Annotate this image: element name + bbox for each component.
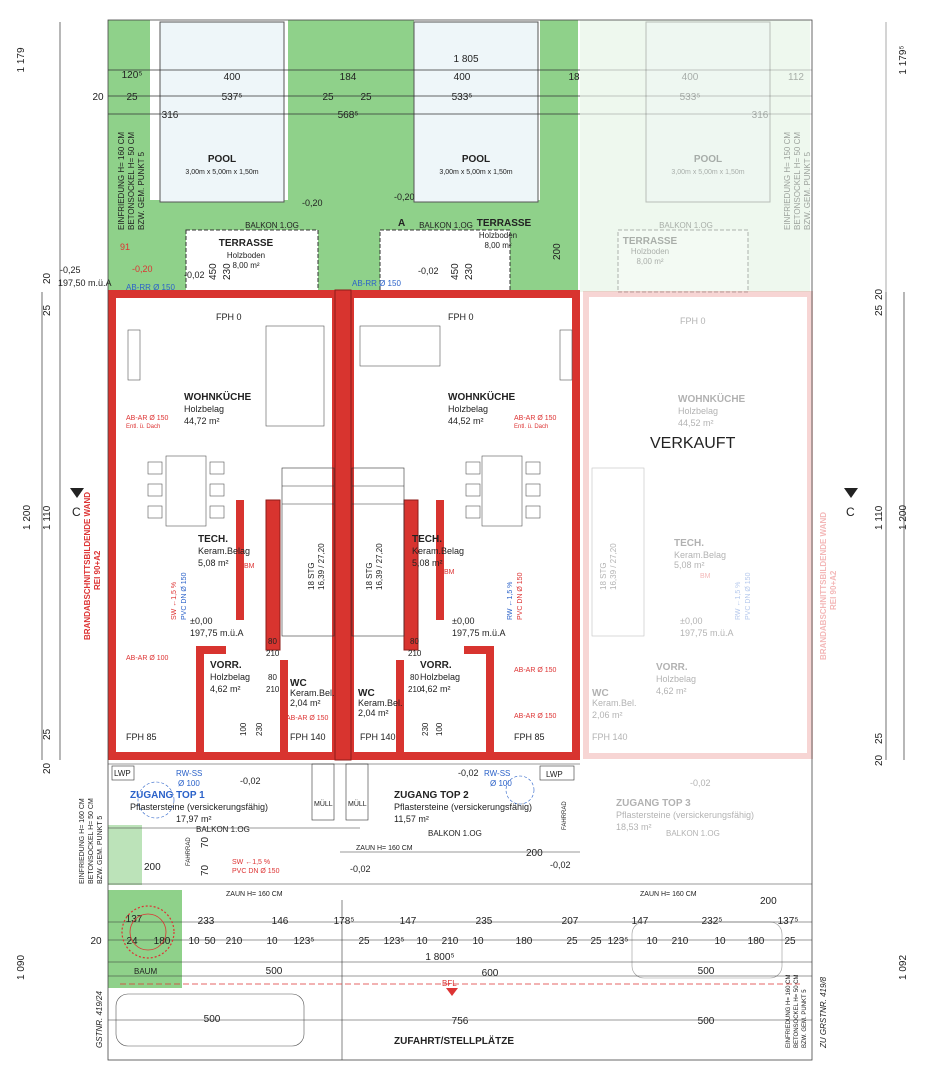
unit-1-wohn: WOHNKÜCHE bbox=[184, 392, 252, 403]
svg-text:Holzbelag: Holzbelag bbox=[678, 406, 719, 416]
unit-1-abar150: AB-AR Ø 150 bbox=[286, 715, 329, 722]
bot-dim-2-14: 25 bbox=[566, 936, 578, 947]
bot-dim-2-16: 123⁵ bbox=[607, 936, 629, 947]
bot-dim-2-11: 210 bbox=[441, 936, 459, 947]
side-dim-left-25: 25 bbox=[42, 304, 53, 316]
entry-dim-200: 200 bbox=[526, 848, 543, 859]
bot-dim-600: 600 bbox=[481, 968, 499, 979]
section-label-left: C bbox=[72, 505, 81, 519]
terrace-3-area: 8,00 m² bbox=[636, 257, 664, 266]
svg-text:80: 80 bbox=[410, 673, 419, 682]
pool-3-size: 3,00m x 5,00m x 1,50m bbox=[671, 169, 745, 176]
terrace-2-balkon: BALKON 1.OG bbox=[419, 221, 473, 230]
dim-left-total: 1 179 bbox=[16, 47, 27, 73]
garden-bottom-mid bbox=[108, 825, 142, 885]
dim-gap1: 184 bbox=[339, 72, 357, 83]
entry-level-2: -0,02 bbox=[458, 768, 479, 778]
dim-row2-25c: 25 bbox=[360, 92, 372, 103]
unit-1-tech: TECH. bbox=[198, 534, 228, 545]
terrace-2-label: TERRASSE bbox=[476, 218, 532, 229]
svg-text:100: 100 bbox=[239, 722, 248, 736]
pool-2-label: POOL bbox=[461, 154, 491, 165]
unit-1-fph0: FPH 0 bbox=[216, 312, 242, 322]
bfl-label: BFL bbox=[442, 979, 457, 988]
unit-1-wc-sub: Keram.Bel. bbox=[290, 688, 335, 698]
fence-note-right-bottom bbox=[786, 974, 808, 1048]
dim-pool-w2: 400 bbox=[453, 72, 471, 83]
bot-dim-1-3: 147 bbox=[399, 916, 417, 927]
level-m025: -0,25 bbox=[60, 265, 81, 275]
muell-2: MÜLL bbox=[348, 801, 367, 808]
zugang-1-area: 17,97 m² bbox=[176, 814, 212, 824]
stair-1-steps: 18 STG bbox=[307, 562, 316, 590]
unit-2-bm: BM bbox=[444, 569, 455, 576]
rw-ss-2: RW-SS bbox=[484, 769, 511, 778]
zugang-3-sub: Pflastersteine (versickerungsfähig) bbox=[616, 810, 755, 820]
svg-text:BZW. GEM. PUNKT 5: BZW. GEM. PUNKT 5 bbox=[137, 151, 146, 230]
lwp-1: LWP bbox=[114, 769, 131, 778]
side-dim-right-1200: 1 200 bbox=[898, 504, 909, 530]
bot-dim-2-20: 20 bbox=[90, 936, 102, 947]
zugang-2-sub: Pflastersteine (versickerungsfähig) bbox=[394, 802, 533, 812]
dim-right-offset: 112 bbox=[788, 72, 804, 83]
dim-right-total: 1 179⁵ bbox=[898, 45, 909, 75]
unit-2-wohn-area: 44,52 m² bbox=[448, 416, 484, 426]
level-m002-a: -0,02 bbox=[184, 270, 205, 280]
zugang-2: ZUGANG TOP 2 bbox=[394, 790, 469, 801]
bot-dim-2-12: 10 bbox=[472, 936, 484, 947]
bot-dim-1-6: 147 bbox=[631, 916, 649, 927]
stair-2-steps: 18 STG bbox=[365, 562, 374, 590]
bot-dim-2-13: 180 bbox=[515, 936, 533, 947]
svg-text:FPH 0: FPH 0 bbox=[680, 316, 706, 326]
rw-ss-1: RW-SS bbox=[176, 769, 203, 778]
unit-1-wc: WC bbox=[290, 678, 307, 689]
unit-1-tech-sub: Keram.Belag bbox=[198, 546, 251, 556]
unit-2-abar150b: AB-AR Ø 150 bbox=[514, 713, 557, 720]
section-marker-right bbox=[844, 488, 858, 498]
svg-text:230: 230 bbox=[255, 722, 264, 736]
unit-2-wc: WC bbox=[358, 688, 375, 699]
unit-2-sw: RW ←1,5 % bbox=[507, 581, 514, 620]
svg-text:44,52 m²: 44,52 m² bbox=[678, 418, 714, 428]
unit-2-sw-sub: PVC DN Ø 150 bbox=[517, 572, 524, 620]
svg-text:TECH.: TECH. bbox=[674, 538, 704, 549]
terrace-2-sub: Holzboden bbox=[478, 231, 518, 240]
fahrrad-1: FAHRRAD bbox=[186, 837, 192, 866]
svg-text:BETONSOCKEL H= 50 CM: BETONSOCKEL H= 50 CM bbox=[88, 798, 95, 884]
entry-dim-70a: 70 bbox=[200, 836, 211, 848]
section-marker-left bbox=[70, 488, 84, 498]
unit-2-wohn: WOHNKÜCHE bbox=[448, 392, 516, 403]
zaun-1: ZAUN H= 160 CM bbox=[356, 845, 413, 852]
bot-dim-2-6: 10 bbox=[266, 936, 278, 947]
bot-dim-1-4: 235 bbox=[475, 916, 493, 927]
unit-1-level-sub: 197,75 m.ü.A bbox=[190, 628, 244, 638]
svg-text:WOHNKÜCHE: WOHNKÜCHE bbox=[678, 394, 746, 405]
unit-1-vorr-sub: Holzbelag bbox=[210, 672, 251, 682]
dim-row2-25b: 25 bbox=[322, 92, 334, 103]
dim-edge-right: 18 bbox=[568, 72, 580, 83]
unit-1-fph85: FPH 85 bbox=[126, 732, 157, 742]
svg-text:VORR.: VORR. bbox=[656, 662, 688, 673]
party-wall bbox=[335, 290, 351, 760]
terrace-1-sub: Holzboden bbox=[226, 251, 266, 260]
bot-dim-1-7: 232⁵ bbox=[701, 916, 723, 927]
unit-1-abar-dach: Entl. ü. Dach bbox=[126, 424, 161, 430]
zugang-3-area: 18,53 m² bbox=[616, 822, 652, 832]
unit-1-wohn-sub: Holzbelag bbox=[184, 404, 225, 414]
side-dim-left-20b: 20 bbox=[42, 762, 53, 774]
dim-row2-c: 533⁵ bbox=[679, 92, 701, 103]
pool-2-size: 3,00m x 5,00m x 1,50m bbox=[439, 169, 513, 176]
svg-text:REI 90+A2: REI 90+A2 bbox=[829, 570, 838, 610]
level-m020-a: -0,20 bbox=[302, 198, 323, 208]
lwp-2: LWP bbox=[546, 770, 563, 779]
dim-row2-20: 20 bbox=[92, 92, 104, 103]
svg-text:16,39 / 27,20: 16,39 / 27,20 bbox=[609, 543, 618, 590]
side-dim-left-1110: 1 110 bbox=[42, 505, 53, 530]
bot-dim-2-15: 25 bbox=[590, 936, 602, 947]
svg-text:80: 80 bbox=[268, 637, 277, 646]
section-a: A bbox=[398, 218, 406, 229]
zugang-2-area: 11,57 m² bbox=[394, 814, 429, 824]
side-dim-left-20: 20 bbox=[42, 272, 53, 284]
svg-text:18 STG: 18 STG bbox=[599, 562, 608, 590]
unit-2-abar150: AB-AR Ø 150 bbox=[514, 667, 557, 674]
bot-dim-2-21: 25 bbox=[784, 936, 796, 947]
svg-text:EINFRIEDUNG H= 160 CM: EINFRIEDUNG H= 160 CM bbox=[117, 131, 126, 230]
unit-2-wc-sub: Keram.Bel. bbox=[358, 698, 403, 708]
unit-1-vorr-area: 4,62 m² bbox=[210, 684, 241, 694]
bot-dim-500d: 500 bbox=[697, 1016, 715, 1027]
bot-dim-2-7: 123⁵ bbox=[293, 936, 315, 947]
svg-text:197,75 m.ü.A: 197,75 m.ü.A bbox=[680, 628, 734, 638]
svg-text:BZW. GEM. PUNKT 5: BZW. GEM. PUNKT 5 bbox=[97, 815, 104, 884]
terrace-1-area: 8,00 m² bbox=[232, 261, 260, 270]
bot-dim-right-1092: 1 092 bbox=[898, 954, 909, 980]
ab-rr-2: AB-RR Ø 150 bbox=[352, 279, 401, 288]
unit-2-abar-dach: Entl. ü. Dach bbox=[514, 424, 549, 430]
dim-pool-w1: 400 bbox=[223, 72, 241, 83]
tree-label: BAUM bbox=[134, 967, 158, 976]
dim-230b: 230 bbox=[464, 263, 475, 280]
svg-text:RW ←1,5 %: RW ←1,5 % bbox=[735, 581, 742, 620]
dim-row3-b: 568⁵ bbox=[337, 110, 359, 121]
bot-dim-1-0: 233 bbox=[197, 916, 215, 927]
entry-balkon-3: BALKON 1.OG bbox=[666, 829, 720, 838]
fence-note-left-bottom bbox=[79, 798, 104, 884]
svg-text:210: 210 bbox=[266, 685, 280, 694]
bot-dim-total: 1 800⁵ bbox=[425, 952, 455, 963]
unit-3-outline bbox=[586, 294, 810, 756]
level-m020-c: -0,20 bbox=[132, 264, 153, 274]
terrace-1-balkon: BALKON 1.OG bbox=[245, 221, 299, 230]
svg-text:BETONSOCKEL H= 50 CM: BETONSOCKEL H= 50 CM bbox=[127, 131, 136, 230]
side-dim-right-1110: 1 110 bbox=[874, 505, 885, 530]
bot-dim-2-4: 50 bbox=[204, 936, 216, 947]
svg-text:FPH 140: FPH 140 bbox=[592, 732, 628, 742]
unit-2-tech-sub: Keram.Belag bbox=[412, 546, 465, 556]
zugang-3: ZUGANG TOP 3 bbox=[616, 798, 691, 809]
section-label-right: C bbox=[846, 505, 855, 519]
bot-dim-2-19: 10 bbox=[714, 936, 726, 947]
unit-1-sw: SW ←1,5 % bbox=[171, 581, 178, 620]
svg-text:WC: WC bbox=[592, 688, 609, 699]
dim-200: 200 bbox=[552, 243, 563, 260]
bot-dim-1-5: 207 bbox=[561, 916, 579, 927]
svg-text:4,62 m²: 4,62 m² bbox=[656, 686, 687, 696]
terrace-3-sub: Holzboden bbox=[630, 247, 670, 256]
zugang-1-sub: Pflastersteine (versickerungsfähig) bbox=[130, 802, 269, 812]
unit-2-wohn-sub: Holzbelag bbox=[448, 404, 489, 414]
bot-dim-2-9: 123⁵ bbox=[383, 936, 405, 947]
bot-dim-500b: 500 bbox=[697, 966, 715, 977]
bot-dim-1-2: 178⁵ bbox=[333, 916, 355, 927]
entry-dim-70b: 70 bbox=[200, 864, 211, 876]
bot-dim-500a: 500 bbox=[265, 966, 283, 977]
dim-pool-w3: 400 bbox=[681, 72, 699, 83]
svg-text:±0,00: ±0,00 bbox=[680, 616, 703, 626]
svg-text:EINFRIEDUNG H= 160 CM: EINFRIEDUNG H= 160 CM bbox=[79, 798, 86, 884]
svg-text:BRANDABSCHNITTSBILDENDE WAND: BRANDABSCHNITTSBILDENDE WAND bbox=[819, 512, 828, 660]
entry-balkon-2: BALKON 1.OG bbox=[428, 829, 482, 838]
unit-1-bm: BM bbox=[244, 563, 255, 570]
level-19750: 197,50 m.ü.A bbox=[58, 278, 112, 288]
bot-dim-500c: 500 bbox=[203, 1014, 221, 1025]
pool-3-label: POOL bbox=[693, 154, 723, 165]
terrace-3-balkon: BALKON 1.OG bbox=[659, 221, 713, 230]
terrace-3-label: TERRASSE bbox=[622, 236, 678, 247]
rw-ss-2-d: Ø 100 bbox=[490, 779, 512, 788]
unit-1-abar100: AB-AR Ø 100 bbox=[126, 655, 169, 662]
side-dim-left-25b: 25 bbox=[42, 728, 53, 740]
entry-level-5: -0,02 bbox=[690, 778, 711, 788]
bot-dim-2-20b: 180 bbox=[747, 936, 765, 947]
zaun-2: ZAUN H= 160 CM bbox=[226, 891, 283, 898]
svg-text:5,08 m²: 5,08 m² bbox=[674, 560, 705, 570]
entry-level-4: -0,02 bbox=[550, 860, 571, 870]
entry-balkon-1: BALKON 1.OG bbox=[196, 825, 250, 834]
bot-dim-756: 756 bbox=[451, 1016, 469, 1027]
dim-91: 91 bbox=[120, 242, 131, 252]
zugang-1: ZUGANG TOP 1 bbox=[130, 790, 205, 801]
svg-text:230: 230 bbox=[421, 722, 430, 736]
terrace-1-label: TERRASSE bbox=[218, 238, 274, 249]
side-dim-right-20b: 20 bbox=[874, 754, 885, 766]
entry-level-1: -0,02 bbox=[240, 776, 261, 786]
bot-dim-2-5: 210 bbox=[225, 936, 243, 947]
terrace-2-area: 8,00 m² bbox=[484, 241, 512, 250]
unit-2-vorr: VORR. bbox=[420, 660, 452, 671]
dim-row3-a: 316 bbox=[161, 110, 179, 121]
svg-text:80: 80 bbox=[268, 673, 277, 682]
unit-1-wohn-area: 44,72 m² bbox=[184, 416, 220, 426]
unit-2-abar: AB-AR Ø 150 bbox=[514, 415, 557, 422]
stair-1-ratio: 16,39 / 27,20 bbox=[317, 543, 326, 590]
entry-sw-sub: PVC DN Ø 150 bbox=[232, 868, 280, 875]
unit-2-wc-area: 2,04 m² bbox=[358, 708, 389, 718]
svg-text:BZW. GEM. PUNKT 5: BZW. GEM. PUNKT 5 bbox=[803, 151, 812, 230]
gstnr-left: GSTNR. 419/24 bbox=[95, 991, 104, 1048]
side-dim-right-25b: 25 bbox=[874, 732, 885, 744]
ab-rr-1: AB-RR Ø 150 bbox=[126, 283, 175, 292]
bot-dim-2-3: 10 bbox=[188, 936, 200, 947]
svg-text:Holzbelag: Holzbelag bbox=[656, 674, 697, 684]
svg-text:Keram.Bel.: Keram.Bel. bbox=[592, 698, 637, 708]
svg-text:BZW. GEM. PUNKT 5: BZW. GEM. PUNKT 5 bbox=[802, 989, 808, 1048]
brand-wall-rating: REI 90+A2 bbox=[93, 550, 102, 590]
brand-wall-label: BRANDABSCHNITTSBILDENDE WAND bbox=[83, 492, 92, 640]
zaun-3: ZAUN H= 160 CM bbox=[640, 891, 697, 898]
bot-dim-2-2: 180 bbox=[153, 936, 171, 947]
svg-text:BETONSOCKEL H= 50 CM: BETONSOCKEL H= 50 CM bbox=[793, 131, 802, 230]
stair-2-ratio: 16,39 / 27,20 bbox=[375, 543, 384, 590]
entry-level-3: -0,02 bbox=[350, 864, 371, 874]
dim-230a: 230 bbox=[222, 263, 233, 280]
pool-1-label: POOL bbox=[207, 154, 237, 165]
unit-1-level: ±0,00 bbox=[190, 616, 213, 626]
zugang-3-group bbox=[616, 798, 754, 832]
fahrrad-2: FAHRRAD bbox=[562, 801, 568, 830]
pools bbox=[160, 22, 770, 202]
unit-1-abar: AB-AR Ø 150 bbox=[126, 415, 169, 422]
dim-row2-b: 533⁵ bbox=[451, 92, 473, 103]
unit-2-level-sub: 197,75 m.ü.A bbox=[452, 628, 506, 638]
svg-text:BETONSOCKEL H= 50 CM: BETONSOCKEL H= 50 CM bbox=[794, 974, 800, 1048]
unit-2-vorr-sub: Holzbelag bbox=[420, 672, 461, 682]
svg-text:EINFRIEDUNG H= 150 CM: EINFRIEDUNG H= 150 CM bbox=[783, 131, 792, 230]
dim-total-top: 1 805 bbox=[453, 54, 479, 65]
unit-1-sw-sub: PVC DN Ø 150 bbox=[181, 572, 188, 620]
bot-dim-left-1090: 1 090 bbox=[16, 954, 27, 980]
svg-text:PVC DN Ø 150: PVC DN Ø 150 bbox=[745, 572, 752, 620]
side-dim-right-20: 20 bbox=[874, 288, 885, 300]
dim-row3-c: 316 bbox=[751, 110, 769, 121]
muell-1: MÜLL bbox=[314, 801, 333, 808]
svg-text:210: 210 bbox=[408, 685, 422, 694]
bfl-marker bbox=[446, 988, 458, 996]
unit-2-vorr-area: 4,62 m² bbox=[420, 684, 451, 694]
svg-text:100: 100 bbox=[435, 722, 444, 736]
sold-label: VERKAUFT bbox=[650, 435, 736, 452]
svg-text:Keram.Belag: Keram.Belag bbox=[674, 550, 727, 560]
entry-dim-200b: 200 bbox=[144, 862, 161, 873]
gstnr-right: ZU GRSTNR. 419/8 bbox=[819, 976, 828, 1048]
svg-text:2,06 m²: 2,06 m² bbox=[592, 710, 623, 720]
svg-text:80: 80 bbox=[410, 637, 419, 646]
bot-dim-2-17: 10 bbox=[646, 936, 658, 947]
unit-1-fph140: FPH 140 bbox=[290, 732, 326, 742]
dim-left-offset: 120⁵ bbox=[121, 70, 143, 81]
level-m002-b: -0,02 bbox=[418, 266, 439, 276]
dim-row2-a: 537⁵ bbox=[221, 92, 243, 103]
bot-dim-2-1: 24 bbox=[126, 936, 138, 947]
bot-dim-2-10: 10 bbox=[416, 936, 428, 947]
dim-row2-25a: 25 bbox=[126, 92, 138, 103]
bot-dim-2-18: 210 bbox=[671, 936, 689, 947]
unit-2-fph140: FPH 140 bbox=[360, 732, 396, 742]
level-m020-b: -0,20 bbox=[394, 192, 415, 202]
entry-sw: SW ←1,5 % bbox=[232, 859, 271, 866]
dim-450b: 450 bbox=[450, 263, 461, 280]
bot-dim-1-1: 146 bbox=[271, 916, 289, 927]
unit-2-fph85: FPH 85 bbox=[514, 732, 545, 742]
zufahrt-label: ZUFAHRT/STELLPLÄTZE bbox=[394, 1036, 514, 1047]
dim-450a: 450 bbox=[208, 263, 219, 280]
side-dim-left-1200: 1 200 bbox=[22, 504, 33, 530]
unit-2-fph0: FPH 0 bbox=[448, 312, 474, 322]
unit-2-tech: TECH. bbox=[412, 534, 442, 545]
unit-1-tech-area: 5,08 m² bbox=[198, 558, 229, 568]
unit-1-wc-area: 2,04 m² bbox=[290, 698, 321, 708]
svg-text:EINFRIEDUNG H= 160 CM: EINFRIEDUNG H= 160 CM bbox=[786, 974, 792, 1048]
unit-1-vorr: VORR. bbox=[210, 660, 242, 671]
rw-ss-1-d: Ø 100 bbox=[178, 779, 200, 788]
unit-2-level: ±0,00 bbox=[452, 616, 475, 626]
bot-dim-2-8: 25 bbox=[358, 936, 370, 947]
bot-dim-2-0: 137 bbox=[125, 914, 143, 925]
svg-text:210: 210 bbox=[266, 649, 280, 658]
pool-1-size: 3,00m x 5,00m x 1,50m bbox=[185, 169, 259, 176]
brand-wall-right bbox=[819, 512, 838, 660]
unit-2-tech-area: 5,08 m² bbox=[412, 558, 443, 568]
bot-dim-1-8: 137⁵ bbox=[777, 916, 799, 927]
svg-text:210: 210 bbox=[408, 649, 422, 658]
svg-text:BM: BM bbox=[700, 573, 711, 580]
side-dim-right-25: 25 bbox=[874, 304, 885, 316]
entry-dim-200c: 200 bbox=[760, 896, 777, 907]
